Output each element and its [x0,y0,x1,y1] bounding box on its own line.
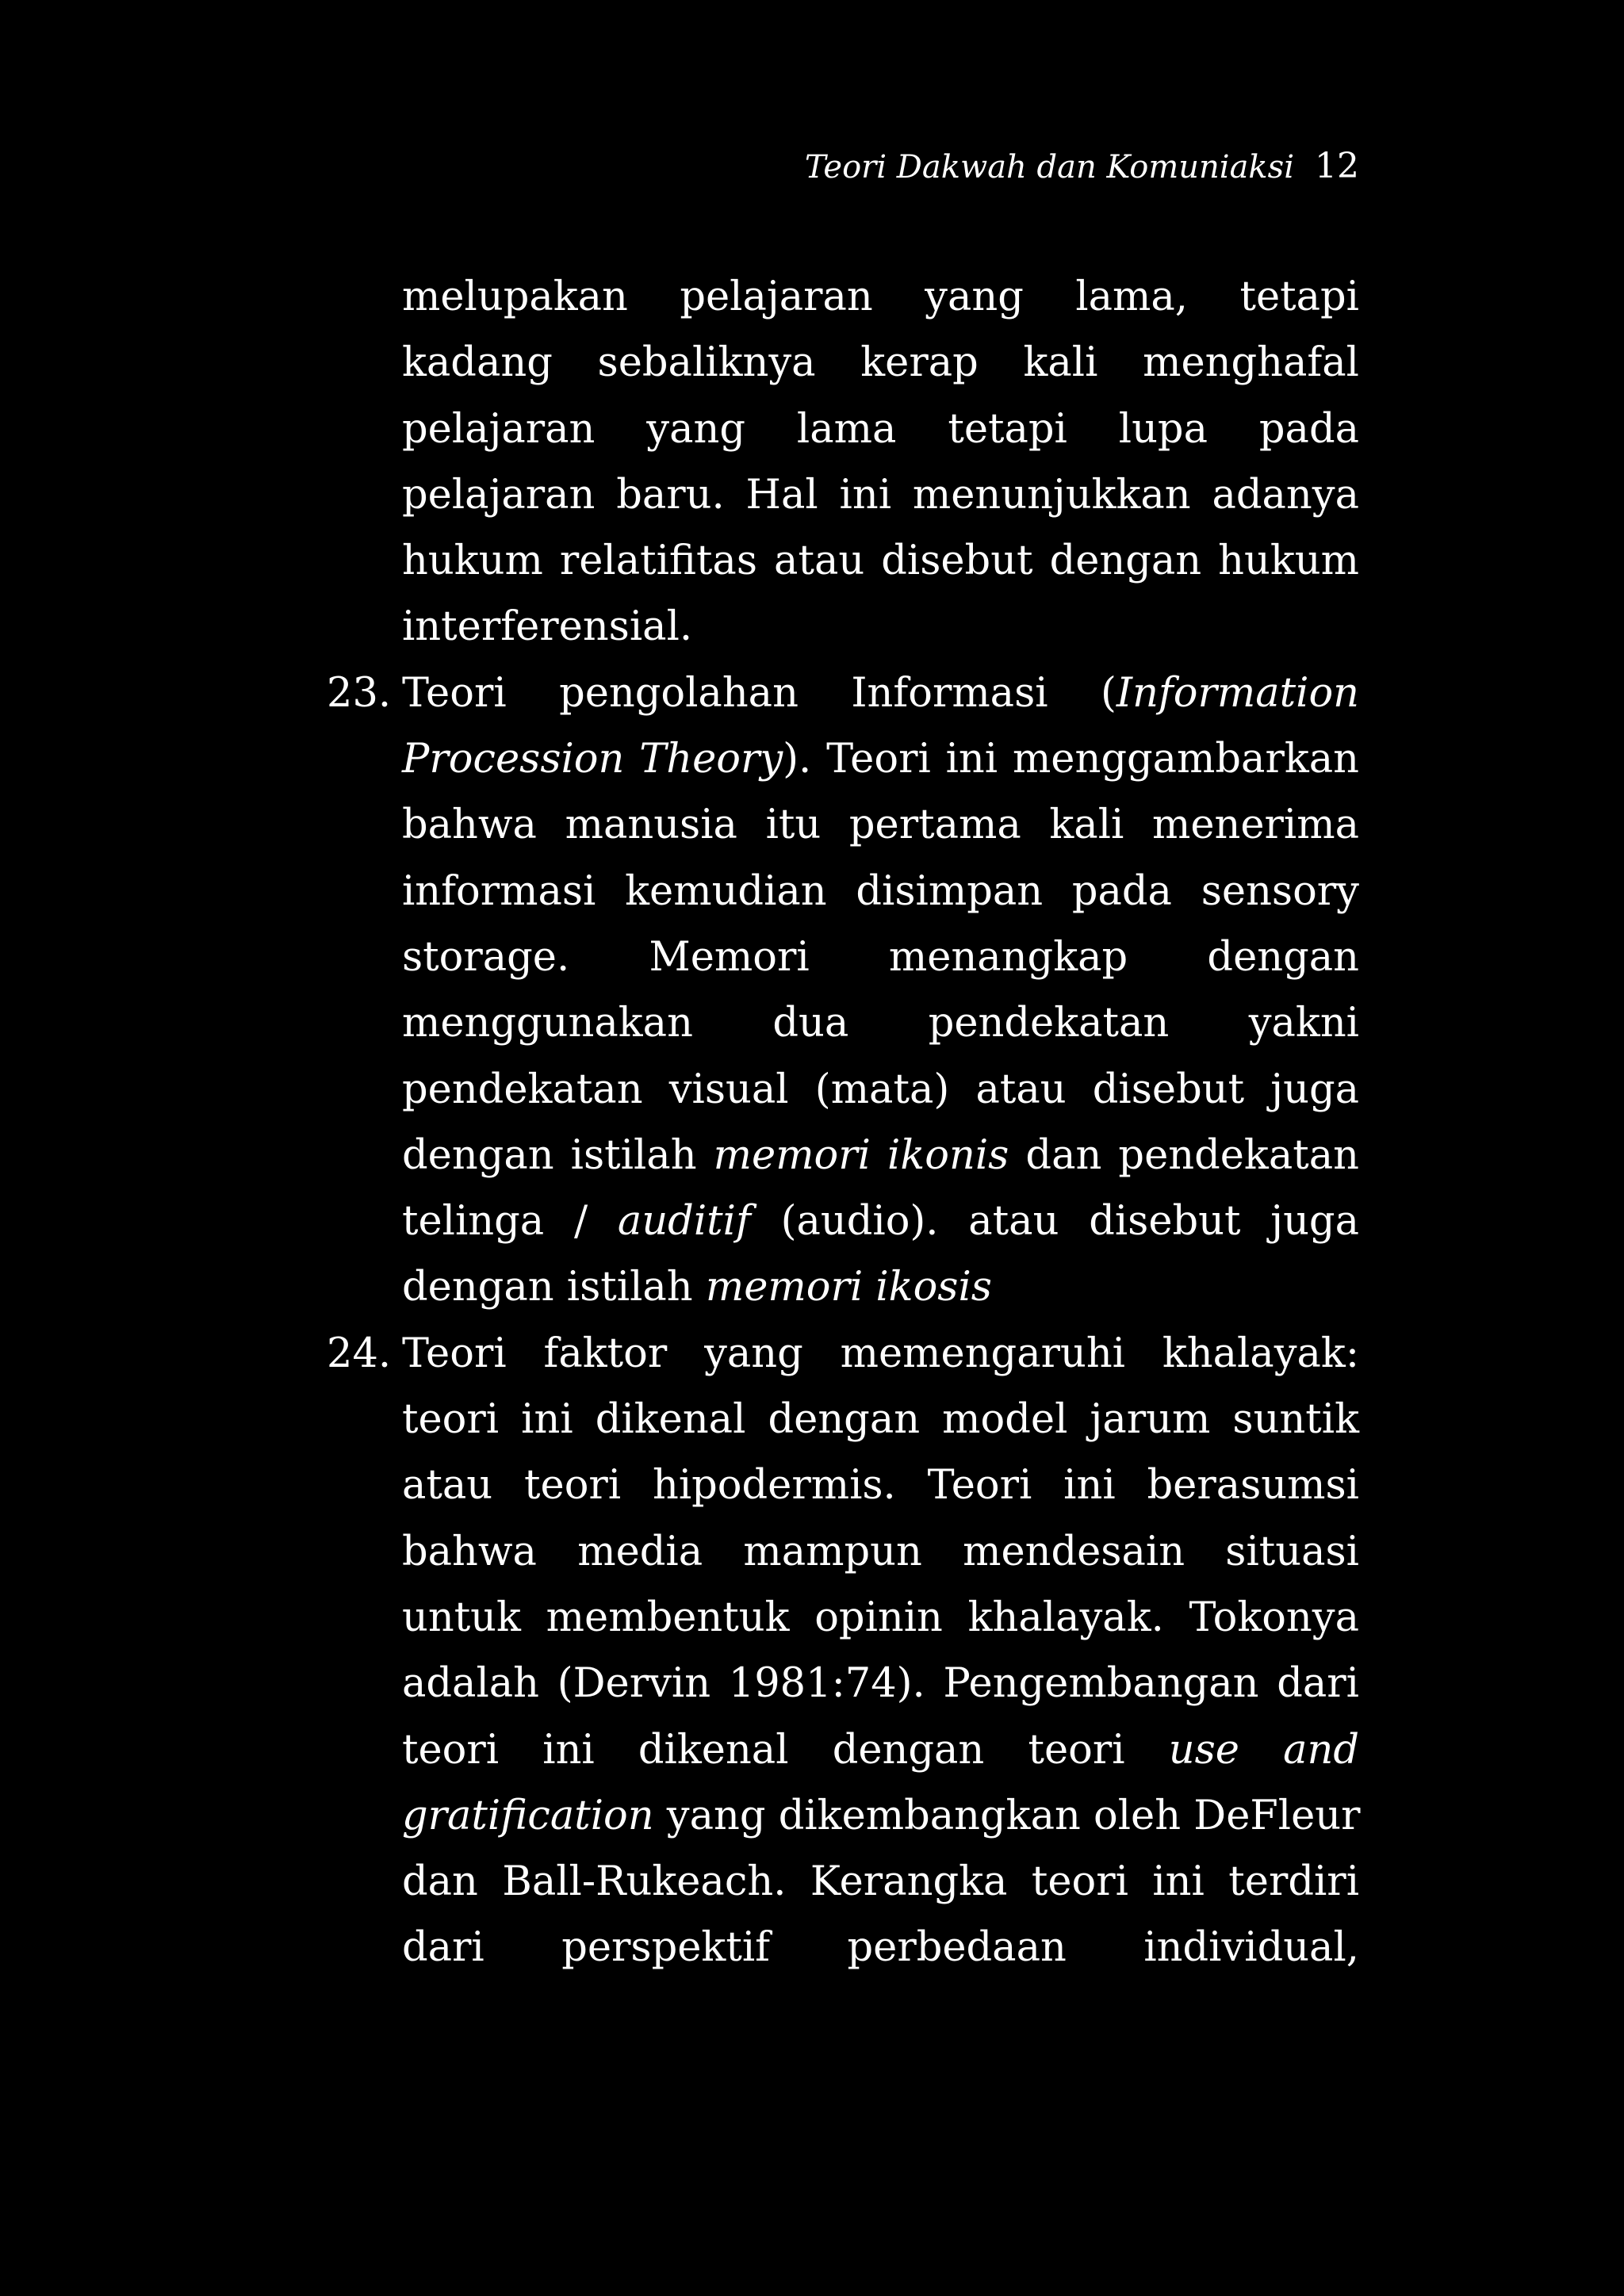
header-title: Teori Dakwah dan Komuniaksi [804,149,1294,186]
list-item-24 [327,1321,1361,1981]
running-header [805,144,1359,189]
list-item-23 [327,660,1359,1321]
text-line: bahwa media mampun mendesain situasi [402,1528,1359,1575]
list-number: 24. [327,1330,392,1377]
text-line: atau teori hipodermis. Teori ini berasumsi [402,1462,1359,1510]
page-number: 12 [1315,146,1359,186]
text-line: pelajaran yang lama tetapi lupa pada [402,405,1359,453]
text-line: dari perspektif perbedaan individual, [402,1924,1359,1972]
text-line: pendekatan visual (mata) atau disebut juga [402,1066,1359,1113]
text-line: teori ini dikenal dengan model jarum suntik [402,1396,1359,1444]
text-line: melupakan pelajaran yang lama, tetapi [402,274,1359,320]
text-line: bahwa manusia itu pertama kali menerima [402,802,1359,849]
text-line: pelajaran baru. Hal ini menunjukkan adanya [402,471,1359,519]
text-line: Teori pengolahan Informasi (Information [402,669,1359,717]
page-body [327,264,1361,1981]
text-line: telinga / auditif (audio). atau disebut juga [402,1198,1359,1246]
list-number: 23. [327,669,392,717]
text-line: hukum relatifitas atau disebut dengan hukum [402,538,1359,585]
text-line: dan Ball-Rukeach. Kerangka teori ini terdiri [402,1858,1359,1906]
text-line: Teori faktor yang memengaruhi khalayak: [402,1330,1359,1377]
text-line: kadang sebaliknya kerap kali menghafal [402,339,1359,387]
text-line: Procession Theory). Teori ini menggambarkan [402,736,1359,783]
text-line: menggunakan dua pendekatan yakni [402,1000,1359,1047]
text-line: dengan istilah memori ikosis [402,1264,992,1311]
text-line: teori ini dikenal dengan teori use and [402,1726,1360,1774]
text-line: adalah (Dervin 1981:74). Pengembangan dari [402,1660,1359,1708]
text-line: gratification yang dikembangkan oleh DeFleur [402,1792,1361,1839]
text-line: storage. Memori menangkap dengan [402,933,1359,981]
text-line: informasi kemudian disimpan pada sensory [402,867,1359,915]
text-line: untuk membentuk opinin khalayak. Tokonya [402,1594,1359,1641]
text-line: interferensial. [402,603,693,651]
text-line: dengan istilah memori ikonis dan pendekatan [402,1131,1359,1179]
